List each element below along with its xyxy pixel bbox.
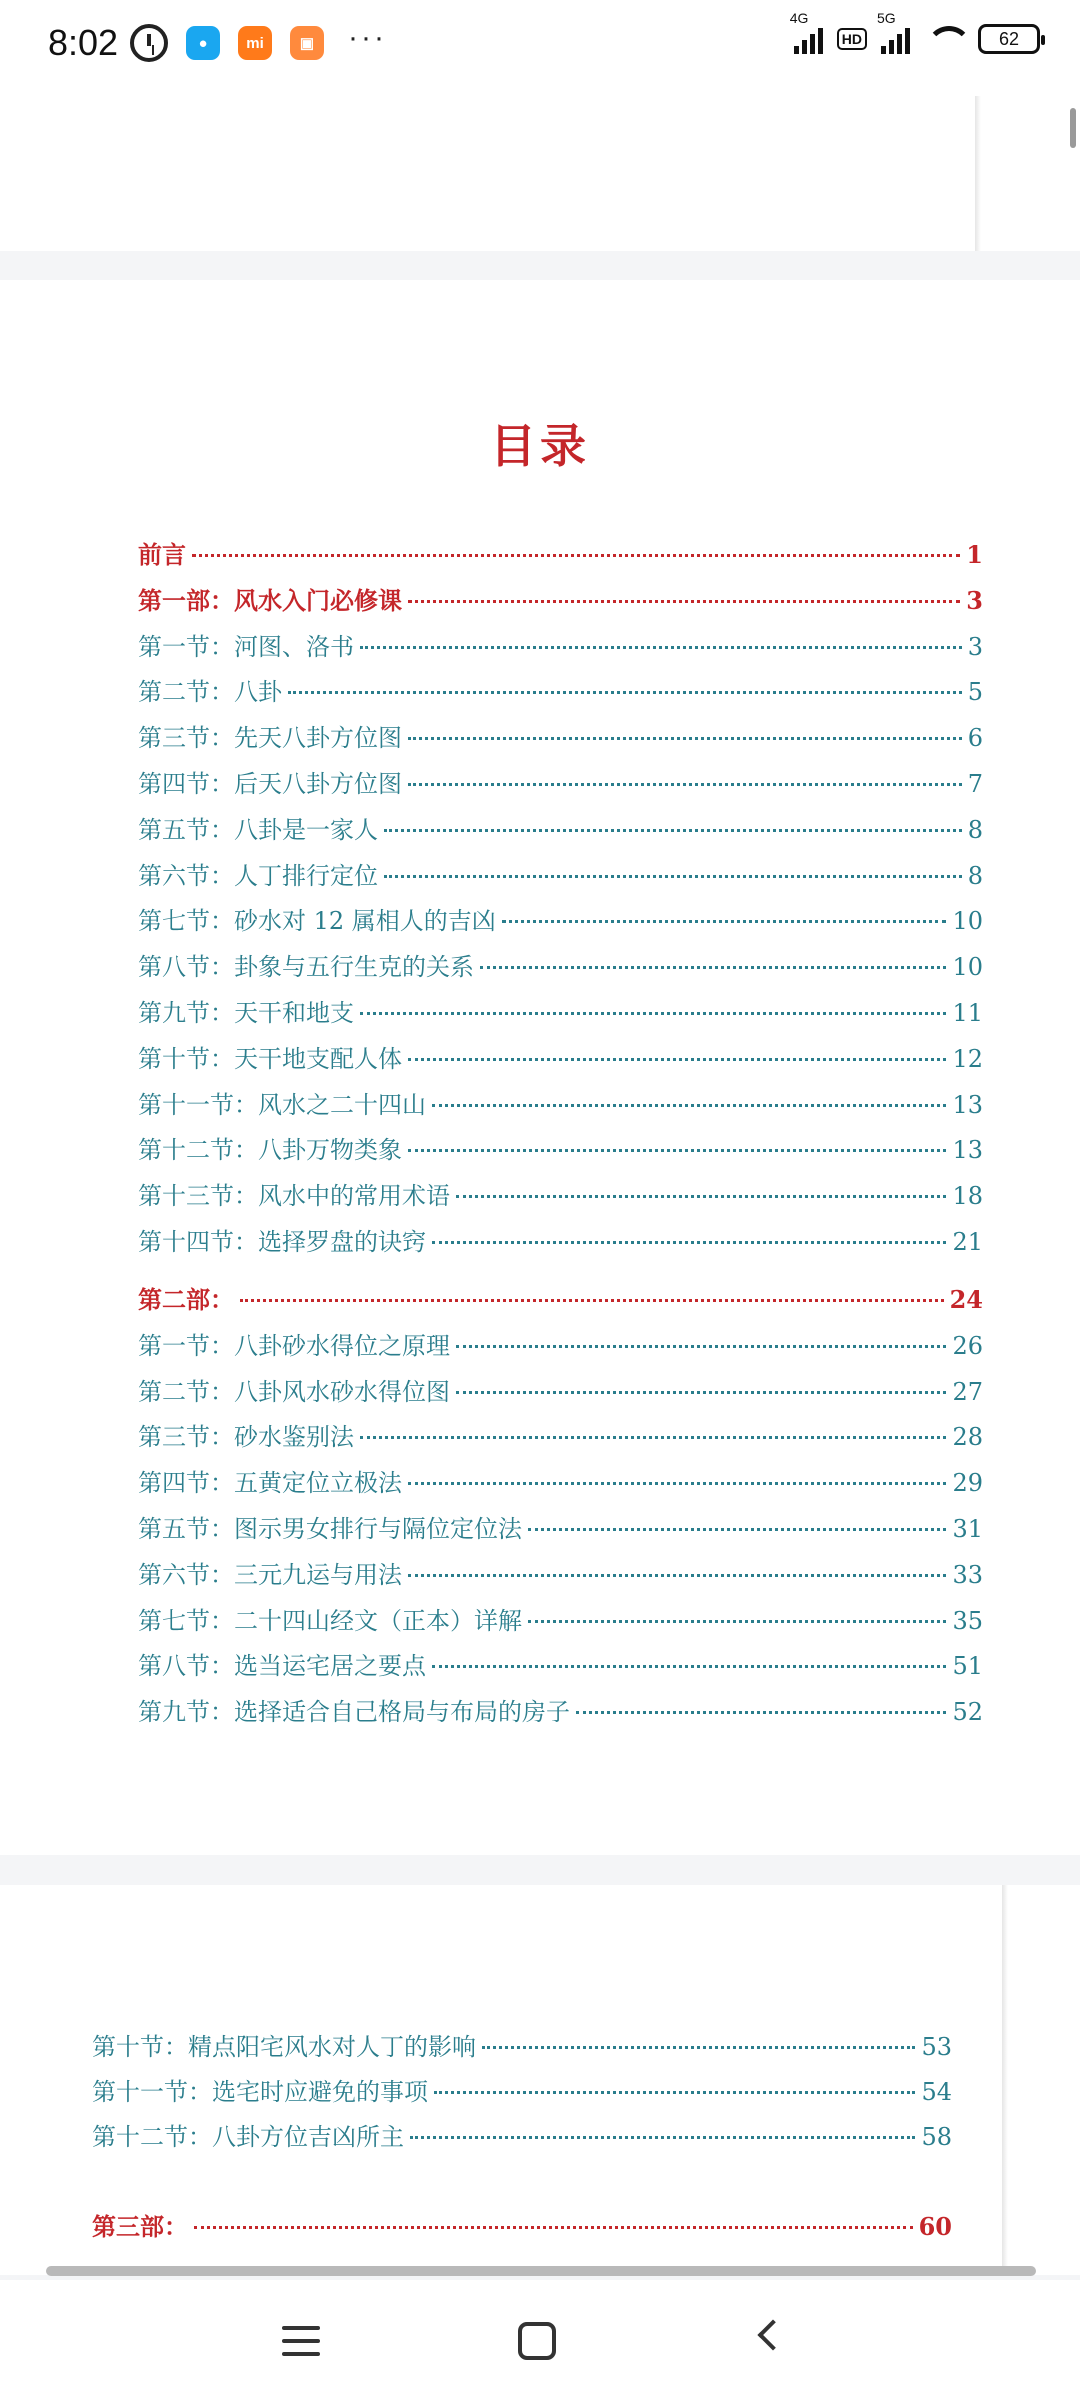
- toc-entry-label: 第一节：河图、洛书: [138, 632, 354, 661]
- toc-entry[interactable]: [138, 581, 983, 617]
- toc-entry-label: 第四节：后天八卦方位图: [138, 770, 402, 798]
- toc-entry-label: 第三部：: [92, 2212, 188, 2241]
- toc-entry-label: 第九节：选择适合自己格局与布局的房子: [138, 1698, 570, 1727]
- signal-4g-icon: [789, 10, 823, 54]
- menu-icon[interactable]: [282, 2326, 320, 2356]
- toc-entry[interactable]: [92, 2207, 952, 2243]
- toc-entry[interactable]: [138, 672, 983, 708]
- toc-entry-page: 24: [949, 1285, 983, 1314]
- toc-entry-label: 第十一节：选宅时应避免的事项: [92, 2078, 428, 2106]
- toc-dot-leader: [408, 737, 962, 740]
- toc-entry-label: 第十三节：风水中的常用术语: [138, 1182, 450, 1211]
- blue-app-icon: ●: [186, 26, 220, 60]
- toc-dot-leader: [502, 920, 947, 923]
- toc-entry-label: 第十一节：风水之二十四山: [138, 1090, 426, 1119]
- toc-entry[interactable]: [138, 810, 983, 846]
- vertical-scroll-thumb[interactable]: [1070, 108, 1076, 148]
- toc-entry-label: 第十二节：八卦万物类象: [138, 1136, 402, 1165]
- toc-entry-page: 8: [967, 815, 983, 844]
- toc-entry-page: 21: [952, 1228, 983, 1256]
- toc-entry-page: 26: [952, 1331, 983, 1360]
- toc-entry-page: 13: [952, 1136, 983, 1165]
- toc-entry-page: 33: [952, 1560, 983, 1589]
- toc-entry-page: 27: [952, 1377, 983, 1406]
- toc-dot-leader: [432, 1104, 946, 1107]
- toc-entry-label: 第二节：八卦: [138, 678, 282, 707]
- toc-entry-label: 第二部：: [138, 1285, 234, 1314]
- toc-entry-page: 8: [967, 861, 983, 890]
- toc-entry-label: 第一节：八卦砂水得位之原理: [138, 1331, 450, 1360]
- toc-dot-leader: [434, 2091, 915, 2094]
- toc-dot-leader: [576, 1711, 946, 1714]
- toc-entry-page: 12: [952, 1044, 983, 1073]
- toc-entry[interactable]: [138, 856, 983, 892]
- toc-entry-label: 第二节：八卦风水砂水得位图: [138, 1377, 450, 1406]
- status-bar: [0, 0, 1080, 96]
- page-edge-shadow: [1002, 1885, 1008, 2275]
- toc-entry-page: 11: [952, 999, 983, 1027]
- toc-entry[interactable]: [138, 718, 983, 754]
- toc-entry[interactable]: [138, 993, 983, 1029]
- toc-entry[interactable]: [138, 1692, 983, 1728]
- toc-entry[interactable]: [138, 1417, 983, 1453]
- toc-entry-label: 第五节：图示男女排行与隔位定位法: [138, 1515, 522, 1543]
- toc-entry-label: 第五节：八卦是一家人: [138, 815, 378, 844]
- toc-entry-page: 54: [921, 2078, 952, 2106]
- toc-entry-label: 第八节：卦象与五行生克的关系: [138, 953, 474, 982]
- document-page-previous: [0, 96, 1080, 251]
- toc-dot-leader: [432, 1665, 946, 1668]
- back-icon[interactable]: [757, 2319, 788, 2350]
- toc-dot-leader: [456, 1345, 946, 1348]
- more-notifications-icon: ···: [348, 21, 387, 54]
- toc-entry-page: 6: [967, 724, 983, 753]
- toc-dot-leader: [408, 600, 960, 603]
- toc-entry[interactable]: [92, 2027, 952, 2063]
- toc-entry-label: 前言: [138, 540, 186, 569]
- document-page-toc: [0, 280, 1080, 1855]
- toc-entry[interactable]: [138, 764, 983, 800]
- toc-dot-leader: [480, 966, 946, 969]
- toc-entry-page: 53: [921, 2033, 952, 2061]
- toc-dot-leader: [528, 1528, 946, 1531]
- toc-entry[interactable]: [138, 1463, 983, 1499]
- toc-entry-page: 10: [952, 953, 983, 982]
- battery-icon: 62: [978, 24, 1040, 54]
- toc-entry-page: 18: [952, 1182, 983, 1211]
- toc-entry-label: 第九节：天干和地支: [138, 999, 354, 1027]
- hd-icon: HD: [837, 28, 867, 50]
- toc-entry[interactable]: [138, 1326, 983, 1362]
- toc-dot-leader: [384, 875, 962, 878]
- toc-entry-page: 28: [952, 1423, 983, 1452]
- toc-dot-leader: [240, 1299, 944, 1302]
- toc-entry[interactable]: [138, 947, 983, 983]
- toc-dot-leader: [408, 783, 962, 786]
- toc-entry-label: 第三节：砂水鉴别法: [138, 1423, 354, 1452]
- toc-entry-label: 第一部：风水入门必修课: [138, 585, 402, 615]
- toc-entry[interactable]: [138, 1601, 983, 1637]
- toc-entry[interactable]: [138, 1039, 983, 1075]
- status-notification-icons: [130, 21, 387, 62]
- toc-entry-page: 60: [918, 2212, 952, 2241]
- toc-dot-leader: [360, 1012, 946, 1015]
- toc-entry[interactable]: [138, 535, 983, 571]
- toc-dot-leader: [408, 1574, 946, 1577]
- toc-entry-page: 1: [966, 540, 983, 569]
- toc-entry-label: 第三节：先天八卦方位图: [138, 724, 402, 753]
- toc-dot-leader: [408, 1482, 946, 1485]
- toc-dot-leader: [528, 1620, 946, 1623]
- home-icon[interactable]: [518, 2322, 556, 2360]
- toc-entry-page: 13: [952, 1090, 983, 1119]
- toc-entry-label: 第十四节：选择罗盘的诀窍: [138, 1228, 426, 1256]
- toc-entry[interactable]: [138, 1555, 983, 1591]
- toc-entry-page: 7: [967, 770, 983, 798]
- toc-dot-leader: [194, 2226, 913, 2229]
- status-system-icons: [789, 10, 1040, 54]
- toc-dot-leader: [410, 2136, 915, 2139]
- alarm-icon: [130, 24, 168, 62]
- orange-app-icon: ▣: [290, 26, 324, 60]
- toc-entry-label: 第十节：天干地支配人体: [138, 1044, 402, 1073]
- toc-entry-page: 5: [967, 678, 983, 707]
- toc-title: 目录: [490, 419, 590, 473]
- signal-5g-icon: [877, 10, 910, 54]
- toc-entry-label: 第十节：精点阳宅风水对人丁的影响: [92, 2033, 476, 2061]
- toc-entry-label: 第四节：五黄定位立极法: [138, 1469, 402, 1498]
- toc-entry-page: 58: [921, 2123, 952, 2151]
- navigation-bar: [0, 2280, 1080, 2400]
- toc-entry[interactable]: [92, 2117, 952, 2153]
- status-time: 8:02: [48, 22, 119, 63]
- toc-dot-leader: [360, 1436, 946, 1439]
- toc-dot-leader: [456, 1195, 946, 1198]
- toc-entry[interactable]: [138, 1372, 983, 1408]
- toc-dot-leader: [482, 2046, 915, 2049]
- toc-entry-page: 51: [952, 1652, 983, 1681]
- toc-entry[interactable]: [138, 1222, 983, 1258]
- toc-entry-page: 35: [952, 1606, 983, 1635]
- toc-dot-leader: [288, 691, 962, 694]
- toc-entry-label: 第八节：选当运宅居之要点: [138, 1652, 426, 1681]
- toc-dot-leader: [360, 646, 962, 649]
- toc-dot-leader: [192, 554, 960, 557]
- toc-entry[interactable]: [138, 1280, 983, 1316]
- toc-entry[interactable]: [138, 1646, 983, 1682]
- toc-entry-page: 10: [952, 907, 983, 936]
- toc-entry-label: 第十二节：八卦方位吉凶所主: [92, 2123, 404, 2151]
- network-5g-label: 5G: [877, 10, 896, 26]
- toc-entry-page: 29: [952, 1469, 983, 1498]
- toc-entry-label: 第七节：砂水对 12 属相人的吉凶: [138, 907, 496, 936]
- toc-entry[interactable]: [138, 627, 983, 663]
- toc-entry-label: 第六节：三元九运与用法: [138, 1560, 402, 1589]
- network-4g-label: 4G: [789, 10, 809, 26]
- page-edge-shadow: [975, 96, 981, 251]
- toc-entry-page: 52: [952, 1698, 983, 1727]
- toc-entry-page: 31: [952, 1515, 983, 1543]
- toc-dot-leader: [408, 1149, 946, 1152]
- toc-entry-label: 第七节：二十四山经文（正本）详解: [138, 1606, 522, 1635]
- wifi-icon: [924, 24, 964, 54]
- toc-entry[interactable]: [138, 1130, 983, 1166]
- toc-entry[interactable]: [138, 1509, 983, 1545]
- horizontal-scroll-thumb[interactable]: [46, 2266, 1036, 2276]
- toc-entry-page: 3: [967, 632, 983, 661]
- document-page-next: [0, 1885, 1080, 2275]
- toc-entry[interactable]: [138, 1085, 983, 1121]
- toc-entry-page: 3: [966, 585, 983, 615]
- toc-dot-leader: [456, 1391, 946, 1394]
- toc-dot-leader: [384, 829, 962, 832]
- toc-entry-label: 第六节：人丁排行定位: [138, 861, 378, 890]
- toc-entry[interactable]: [138, 901, 983, 937]
- toc-entry[interactable]: [138, 1176, 983, 1212]
- toc-dot-leader: [408, 1058, 946, 1061]
- toc-dot-leader: [432, 1241, 946, 1244]
- mi-app-icon: mi: [238, 26, 272, 60]
- toc-entry[interactable]: [92, 2072, 952, 2108]
